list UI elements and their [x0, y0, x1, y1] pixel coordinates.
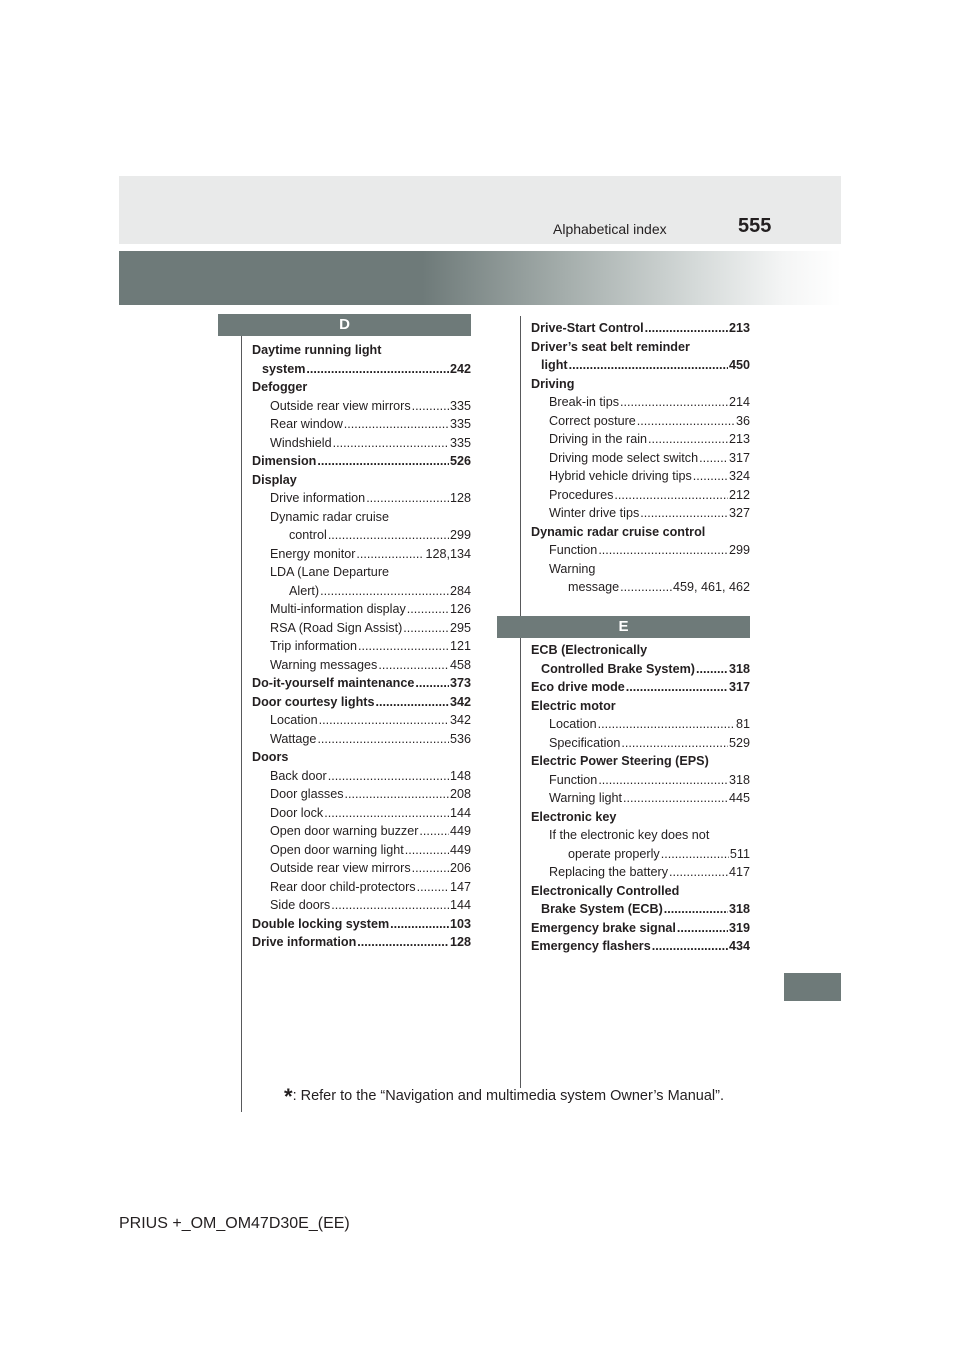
index-entry-term: message — [568, 580, 620, 594]
index-entry — [531, 338, 750, 357]
index-entry-term: Emergency flashers — [531, 939, 651, 953]
index-entry-term: Open door warning buzzer — [270, 824, 419, 838]
index-entry — [531, 734, 750, 753]
index-entry-term: Multi-information display — [270, 602, 406, 616]
dot-leader — [598, 715, 735, 734]
dot-leader — [417, 878, 449, 897]
index-entry-page: 317 — [728, 680, 750, 694]
dot-leader — [324, 804, 449, 823]
dot-leader — [621, 734, 728, 753]
index-entry — [252, 915, 471, 934]
dot-leader — [403, 619, 449, 638]
index-entry-page: 214 — [728, 395, 750, 409]
gradient-band — [119, 251, 841, 305]
section-header-e: E — [497, 616, 750, 638]
page-number: 555 — [738, 215, 772, 237]
index-entry-term: Replacing the battery — [549, 865, 669, 879]
index-entry-term: Outside rear view mirrors — [270, 398, 411, 413]
index-entry — [531, 486, 750, 505]
index-entry — [252, 878, 471, 897]
index-entry-term: Brake System (ECB) — [541, 902, 663, 916]
index-entry — [252, 563, 471, 582]
index-entry — [252, 767, 471, 786]
index-entry-page: 536 — [449, 731, 471, 746]
footnote-marker: * — [284, 1084, 293, 1109]
index-entry-page: 81 — [735, 717, 750, 731]
index-entry-term: Display — [252, 472, 297, 487]
index-entry-term: Windshield — [270, 435, 332, 450]
index-entry-term: Driving — [531, 376, 575, 391]
index-entry-term: RSA (Road Sign Assist) — [270, 620, 403, 635]
index-entry-term: Daytime running light — [252, 343, 382, 357]
index-entry-page: 206 — [449, 861, 471, 875]
index-entry — [531, 467, 750, 486]
dot-leader — [626, 678, 728, 697]
index-entry-page: 318 — [728, 661, 750, 676]
index-entry — [252, 730, 471, 749]
index-entry — [252, 619, 471, 638]
index-entry — [252, 711, 471, 730]
dot-leader — [623, 789, 728, 808]
index-entry-term: Specification — [549, 735, 621, 750]
dot-leader — [317, 452, 449, 471]
index-entry-page: 417 — [728, 865, 750, 879]
index-entry — [531, 578, 750, 597]
index-entry-page: 445 — [728, 791, 750, 805]
index-entry-page: 458 — [449, 657, 471, 672]
dot-leader — [677, 919, 728, 938]
index-entry-term: LDA (Lane Departure — [270, 565, 390, 579]
index-entry-term: Wattage — [270, 731, 317, 746]
index-entry — [252, 748, 471, 767]
index-entry — [252, 822, 471, 841]
index-entry-page: 449 — [449, 824, 471, 838]
dot-leader — [699, 449, 728, 468]
index-column-right-e — [531, 641, 750, 956]
index-entry-term: Open door warning light — [270, 842, 404, 857]
index-entry-page: 148 — [449, 768, 471, 783]
dot-leader — [645, 319, 728, 338]
index-entry — [252, 415, 471, 434]
footnote-text: : Refer to the “Navigation and multimedia system Owner’s Manual”. — [292, 1088, 724, 1104]
index-entry-term: Winter drive tips — [549, 506, 640, 520]
index-entry — [531, 660, 750, 679]
index-entry-term: Trip information — [270, 639, 358, 653]
index-entry-term: Electric motor — [531, 698, 616, 713]
index-entry-term: Outside rear view mirrors — [270, 861, 411, 875]
index-entry-term: Emergency brake signal — [531, 920, 676, 935]
index-entry-term: ECB (Electronically — [531, 643, 648, 657]
index-entry-page: 459, 461, 462 — [672, 580, 750, 594]
index-entry-term: Side doors — [270, 898, 331, 912]
index-entry — [531, 678, 750, 697]
index-entry — [531, 504, 750, 523]
index-entry — [252, 471, 471, 490]
index-entry-page: 147 — [449, 879, 471, 894]
dot-leader — [648, 430, 728, 449]
index-entry-page: 213 — [728, 432, 750, 446]
page-title: Alphabetical index — [553, 221, 667, 237]
index-entry-page: 318 — [728, 772, 750, 787]
index-entry — [531, 375, 750, 394]
dot-leader — [345, 785, 449, 804]
index-entry-page: 449 — [449, 842, 471, 857]
index-entry — [531, 771, 750, 790]
dot-leader — [317, 730, 449, 749]
dot-leader — [366, 489, 449, 508]
index-entry-term: Hybrid vehicle driving tips — [549, 469, 692, 483]
index-entry-page: 299 — [728, 543, 750, 557]
index-entry-term: Rear window — [270, 417, 343, 431]
index-entry-term: Defogger — [252, 380, 308, 394]
index-entry-page: 342 — [449, 713, 471, 727]
index-entry-page: 128 — [449, 491, 471, 505]
index-entry — [252, 526, 471, 545]
index-entry-term: Break-in tips — [549, 395, 619, 409]
index-entry-term: Doors — [252, 750, 289, 764]
index-entry-page: 242 — [449, 361, 471, 376]
index-entry-page: 144 — [449, 805, 471, 820]
dot-leader — [358, 637, 449, 656]
index-entry — [252, 841, 471, 860]
dot-leader — [569, 356, 728, 375]
index-entry-term: Rear door child-protectors — [270, 879, 416, 894]
index-entry-term: Controlled Brake System) — [541, 661, 695, 676]
dot-leader — [693, 467, 728, 486]
index-entry-term: Dimension — [252, 454, 317, 468]
index-entry — [252, 693, 471, 712]
index-entry-page: 335 — [449, 417, 471, 431]
index-entry-term: Electronically Controlled — [531, 883, 680, 898]
index-entry-page: 335 — [449, 398, 471, 413]
section-header-d: D — [218, 314, 471, 336]
index-entry-page: 318 — [728, 902, 750, 916]
index-entry-term: Driving mode select switch — [549, 450, 699, 465]
dot-leader — [620, 393, 728, 412]
index-entry-page: 208 — [449, 787, 471, 801]
index-entry — [531, 845, 750, 864]
dot-leader — [419, 822, 449, 841]
index-entry-term: Procedures — [549, 487, 614, 502]
index-entry-term: Location — [270, 713, 318, 727]
index-entry — [531, 900, 750, 919]
index-column-left — [252, 341, 471, 952]
index-entry — [252, 360, 471, 379]
footnote — [284, 1084, 724, 1110]
index-entry-page: 434 — [728, 939, 750, 953]
index-entry-term: Eco drive mode — [531, 680, 625, 694]
index-entry-page: 342 — [449, 694, 471, 709]
index-entry — [252, 452, 471, 471]
dot-leader — [378, 656, 449, 675]
dot-leader — [357, 933, 449, 952]
dot-leader — [412, 397, 449, 416]
index-entry-term: Energy monitor — [270, 546, 356, 561]
index-entry-page: 212 — [728, 487, 750, 502]
index-entry-term: Door courtesy lights — [252, 694, 375, 709]
index-entry — [531, 826, 750, 845]
index-entry — [531, 430, 750, 449]
dot-leader — [637, 412, 735, 431]
index-entry-term: light — [541, 358, 568, 372]
index-entry-term: Dynamic radar cruise — [270, 509, 389, 524]
index-entry — [531, 715, 750, 734]
dot-leader — [328, 767, 449, 786]
index-entry-term: Warning — [549, 561, 596, 576]
index-entry — [531, 412, 750, 431]
index-entry — [252, 674, 471, 693]
index-entry-term: Electronic key — [531, 809, 617, 824]
dot-leader — [669, 863, 728, 882]
dot-leader — [415, 674, 449, 693]
dot-leader — [664, 900, 728, 919]
index-entry-page: 327 — [728, 506, 750, 520]
index-entry — [531, 808, 750, 827]
index-entry-page: 295 — [449, 620, 471, 635]
dot-leader — [620, 578, 672, 597]
index-entry — [252, 600, 471, 619]
index-entry-term: Back door — [270, 768, 327, 783]
index-entry-page: 299 — [449, 528, 471, 542]
index-entry-page: 526 — [449, 454, 471, 468]
index-entry — [252, 804, 471, 823]
dot-leader — [331, 896, 449, 915]
dot-leader — [356, 545, 424, 564]
index-entry-page: 213 — [728, 321, 750, 335]
dot-leader — [412, 859, 449, 878]
index-entry — [531, 449, 750, 468]
index-entry-term: Driver’s seat belt reminder — [531, 339, 690, 354]
index-entry-page: 319 — [728, 920, 750, 935]
dot-leader — [407, 600, 449, 619]
index-entry-term: Alert) — [289, 583, 320, 598]
index-entry-page: 324 — [728, 469, 750, 483]
header-bar — [119, 176, 841, 244]
dot-leader — [598, 541, 728, 560]
dot-leader — [652, 937, 728, 956]
index-entry-page: 121 — [449, 639, 471, 653]
index-entry — [252, 378, 471, 397]
column-divider-middle — [520, 316, 521, 1088]
index-entry — [531, 937, 750, 956]
index-entry-page: 103 — [449, 916, 471, 931]
index-entry — [252, 341, 471, 360]
index-entry — [252, 896, 471, 915]
document-code: PRIUS +_OM_OM47D30E_(EE) — [119, 1215, 350, 1232]
index-entry — [531, 393, 750, 412]
index-entry — [531, 541, 750, 560]
dot-leader — [320, 582, 449, 601]
index-entry-page: 126 — [449, 602, 471, 616]
index-entry-term: If the electronic key does not — [549, 828, 710, 842]
index-entry-term: control — [289, 528, 327, 542]
dot-leader — [614, 486, 728, 505]
index-entry-page: 373 — [449, 676, 471, 690]
dot-leader — [333, 434, 449, 453]
chapter-tab — [784, 973, 841, 1001]
index-entry-term: Drive-Start Control — [531, 321, 644, 335]
index-entry — [252, 933, 471, 952]
index-entry — [252, 434, 471, 453]
index-entry-term: Warning light — [549, 791, 623, 805]
index-entry-term: operate properly — [568, 846, 660, 861]
dot-leader — [344, 415, 449, 434]
index-entry-page: 529 — [728, 735, 750, 750]
index-entry-term: Drive information — [270, 491, 366, 505]
index-entry-page: 317 — [728, 450, 750, 465]
index-entry — [531, 641, 750, 660]
dot-leader — [375, 693, 449, 712]
index-entry-term: Drive information — [252, 935, 357, 949]
dot-leader — [696, 660, 728, 679]
index-entry-term: Function — [549, 772, 598, 787]
index-entry — [531, 523, 750, 542]
dot-leader — [306, 360, 449, 379]
index-entry — [252, 397, 471, 416]
dot-leader — [661, 845, 729, 864]
index-entry-term: Electric Power Steering (EPS) — [531, 754, 709, 768]
index-entry — [531, 319, 750, 338]
index-entry-term: Function — [549, 543, 598, 557]
dot-leader — [319, 711, 449, 730]
index-entry — [252, 508, 471, 527]
index-entry-term: Driving in the rain — [549, 432, 647, 446]
dot-leader — [640, 504, 728, 523]
index-entry-term: Location — [549, 717, 597, 731]
index-entry — [531, 560, 750, 579]
dot-leader — [328, 526, 449, 545]
index-entry-term: system — [262, 361, 306, 376]
index-entry-page: 36 — [735, 413, 750, 428]
index-entry — [252, 656, 471, 675]
dot-leader — [598, 771, 728, 790]
index-entry — [531, 882, 750, 901]
index-entry — [252, 582, 471, 601]
index-entry — [531, 356, 750, 375]
index-entry-term: Correct posture — [549, 413, 636, 428]
index-entry — [531, 752, 750, 771]
index-entry — [252, 489, 471, 508]
index-entry-term: Do-it-yourself maintenance — [252, 676, 415, 690]
index-entry-term: Dynamic radar cruise control — [531, 524, 706, 539]
index-entry-page: 144 — [449, 898, 471, 912]
index-entry-page: 128,134 — [425, 546, 471, 561]
index-entry-term: Warning messages — [270, 657, 378, 672]
index-entry — [252, 637, 471, 656]
index-entry — [531, 789, 750, 808]
index-entry — [531, 697, 750, 716]
index-entry — [252, 785, 471, 804]
index-entry-page: 335 — [449, 435, 471, 450]
dot-leader — [405, 841, 449, 860]
index-entry — [252, 859, 471, 878]
index-entry-page: 128 — [449, 935, 471, 949]
index-entry — [531, 863, 750, 882]
index-entry — [531, 919, 750, 938]
index-entry-term: Double locking system — [252, 916, 390, 931]
column-divider-left — [241, 316, 242, 1112]
index-entry-page: 450 — [728, 358, 750, 372]
index-entry-term: Door glasses — [270, 787, 344, 801]
index-entry-page: 284 — [449, 583, 471, 598]
index-entry — [252, 545, 471, 564]
index-column-right-d — [531, 319, 750, 597]
dot-leader — [390, 915, 449, 934]
index-entry-page: 511 — [729, 846, 750, 861]
index-entry-term: Door lock — [270, 805, 324, 820]
